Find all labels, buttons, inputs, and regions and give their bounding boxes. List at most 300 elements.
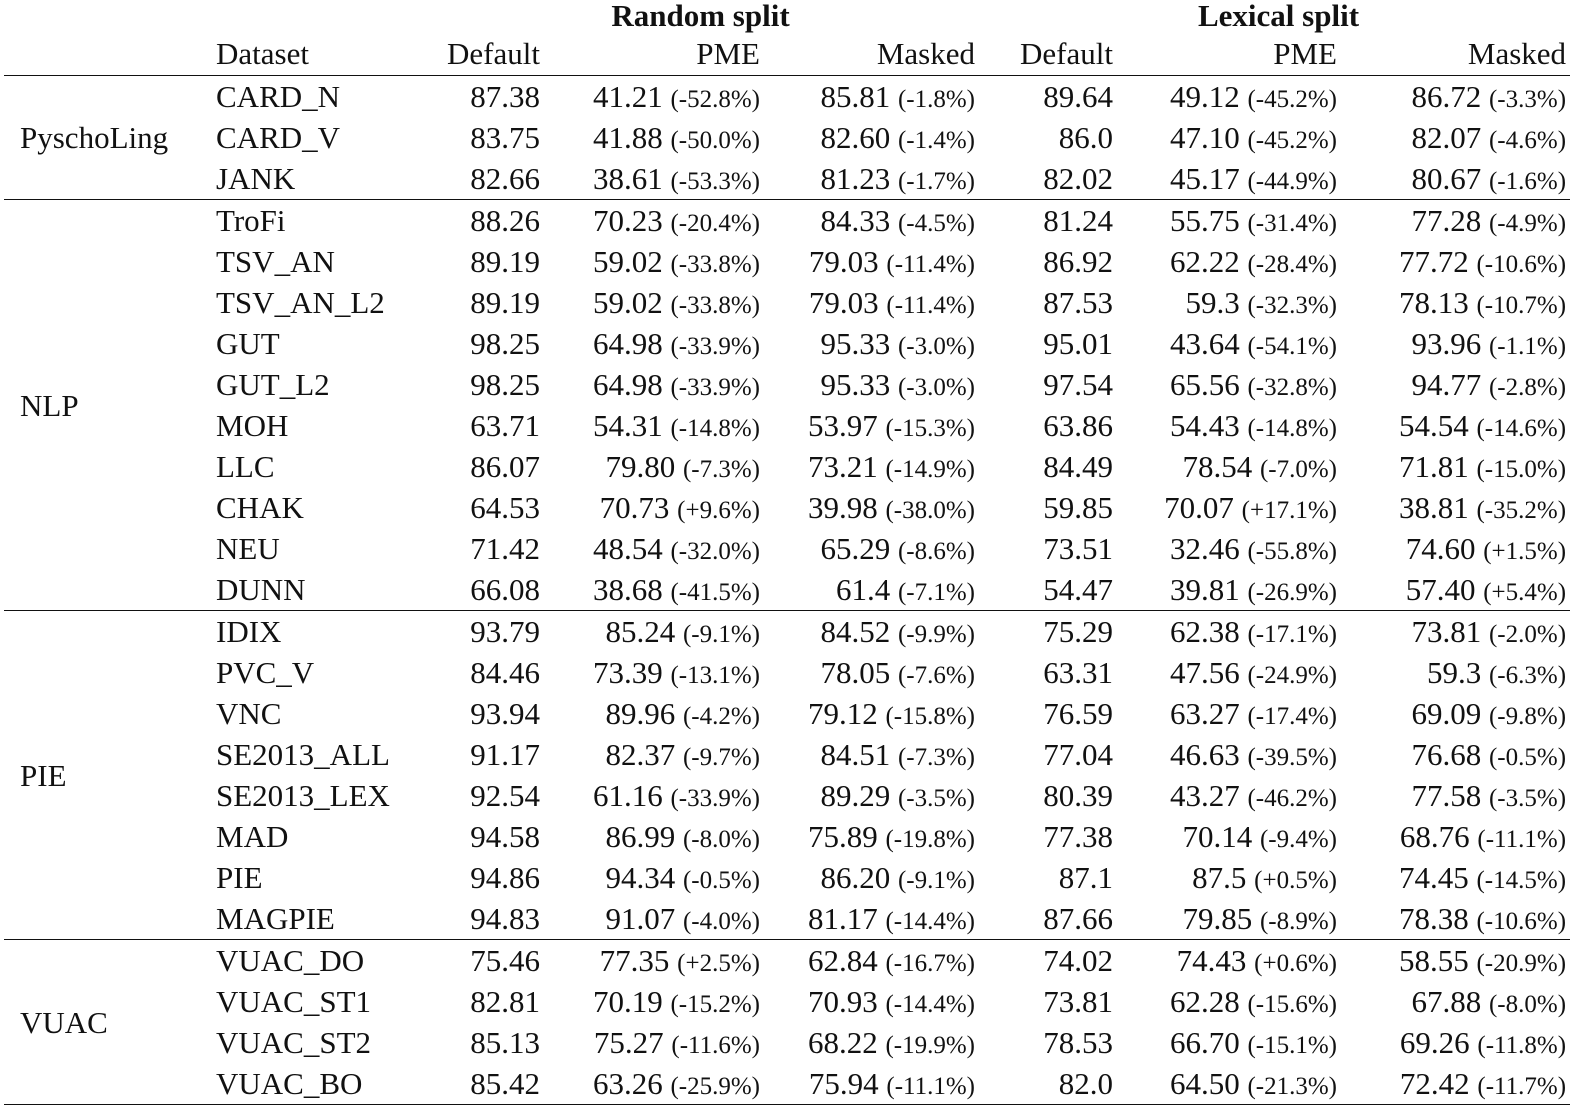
lexical-pme-cell [1117,857,1341,898]
value: 76.59 [1043,696,1113,731]
value: 89.19 [470,285,540,320]
percent-change: (-19.9%) [885,1032,975,1059]
dataset-cell: GUT [216,326,280,361]
value: 68.22 [807,1025,878,1060]
lexical-split-header: Lexical split [1198,0,1360,33]
table-row [4,405,1570,446]
random-masked-cell [764,200,979,242]
value: 86.07 [470,449,540,484]
random-masked-cell [764,816,979,857]
percent-change: (-33.9%) [670,785,760,812]
value: 54.47 [1043,572,1113,607]
value: 70.07 [1164,490,1234,525]
random-masked-cell [764,323,979,364]
group-label: VUAC [4,940,204,1105]
percent-change: (-1.8%) [897,86,975,113]
lexical-masked-cell [1341,775,1570,816]
value: 82.37 [605,737,676,772]
percent-change: (-14.8%) [1247,415,1337,442]
percent-change: (-6.3%) [1488,662,1567,689]
lexical-default-cell [979,364,1117,405]
value: 85.42 [470,1066,540,1101]
percent-change: (+2.5%) [677,950,760,977]
percent-change: (+1.5%) [1483,538,1567,565]
percent-change: (-20.4%) [670,210,760,237]
lexical-default-cell [979,446,1117,487]
value: 95.33 [820,326,891,361]
lexical-masked-cell [1341,282,1570,323]
dataset-cell: VUAC_ST1 [216,984,372,1019]
lexical-pme-cell [1117,200,1341,242]
random-default-cell [414,940,544,982]
lexical-default-cell [979,487,1117,528]
percent-change: (-8.6%) [897,538,975,565]
percent-change: (-8.0%) [1488,991,1567,1018]
percent-change: (-4.9%) [1488,210,1567,237]
empty-header-cell [4,31,204,76]
value: 85.13 [470,1025,540,1060]
value: 93.94 [470,696,540,731]
value: 86.99 [605,819,676,854]
percent-change: (-33.8%) [670,251,760,278]
table-row [4,117,1570,158]
value: 64.50 [1169,1066,1240,1101]
value: 87.38 [470,79,540,114]
lexical-default-cell [979,898,1117,940]
dataset-cell: MAGPIE [204,898,414,940]
percent-change: (-2.8%) [1488,374,1567,401]
random-pme-cell [544,76,764,118]
value: 67.88 [1411,984,1482,1019]
random-default-cell [414,734,544,775]
percent-change: (-55.8%) [1247,538,1337,565]
lexical-default-cell [979,117,1117,158]
value: 84.46 [470,655,540,690]
percent-change: (-9.4%) [1259,826,1337,853]
percent-change: (-3.3%) [1488,86,1567,113]
percent-change: (-11.8%) [1477,1032,1567,1059]
dataset-cell: VUAC_ST2 [216,1025,372,1060]
percent-change: (+0.5%) [1254,867,1337,894]
lexical-masked-cell [1341,898,1570,940]
random-default-cell [414,446,544,487]
table-row [4,241,1570,282]
value: 76.68 [1411,737,1482,772]
random-pme-header: PME [696,35,760,71]
value: 59.02 [592,285,663,320]
value: 54.54 [1398,408,1469,443]
random-pme-cell [544,940,764,982]
percent-change: (-53.3%) [670,168,760,195]
value: 91.07 [605,901,676,936]
random-pme-cell [544,117,764,158]
percent-change: (-15.0%) [1476,456,1567,483]
value: 84.33 [820,203,891,238]
value: 77.38 [1043,819,1113,854]
value: 78.38 [1398,901,1469,936]
value: 94.86 [470,860,540,895]
value: 39.81 [1169,572,1240,607]
random-masked-cell [764,158,979,200]
value: 77.04 [1043,737,1113,772]
value: 77.72 [1398,244,1469,279]
value: 89.19 [470,244,540,279]
random-pme-cell [544,1022,764,1063]
value: 82.07 [1411,120,1482,155]
value: 87.1 [1058,860,1113,895]
random-pme-cell [544,528,764,569]
value: 49.12 [1169,79,1240,114]
dataset-cell: CARD_V [216,120,341,155]
random-default-cell [414,241,544,282]
percent-change: (-14.4%) [885,908,975,935]
percent-change: (-11.6%) [671,1032,760,1059]
dataset-cell: GUT_L2 [216,367,330,402]
random-masked-cell [764,364,979,405]
lexical-default-cell [979,282,1117,323]
value: 38.61 [592,161,663,196]
lexical-pme-cell [1117,940,1341,982]
dataset-cell: IDIX [216,614,282,649]
table-row [4,282,1570,323]
table-row [4,76,1570,118]
random-default-cell [414,857,544,898]
value: 85.81 [820,79,891,114]
value: 88.26 [470,203,540,238]
value: 77.35 [599,943,670,978]
random-masked-cell [764,241,979,282]
percent-change: (-32.3%) [1247,292,1337,319]
random-masked-cell [764,117,979,158]
lexical-pme-cell [1117,775,1341,816]
random-default-cell [414,117,544,158]
random-default-cell [414,652,544,693]
percent-change: (-7.1%) [897,579,975,606]
value: 59.3 [1185,285,1240,320]
value: 72.42 [1399,1066,1470,1101]
random-pme-cell [544,446,764,487]
table-row [4,898,1570,940]
percent-change: (-9.7%) [682,744,760,771]
value: 65.56 [1169,367,1240,402]
random-masked-cell [764,76,979,118]
percent-change: (-4.0%) [682,908,760,935]
percent-change: (-15.6%) [1247,991,1337,1018]
percent-change: (-13.1%) [670,662,760,689]
percent-change: (-11.1%) [1477,826,1567,853]
lexical-pme-cell [1117,981,1341,1022]
random-pme-cell [544,364,764,405]
value: 94.83 [470,901,540,936]
percent-change: (-0.5%) [682,867,760,894]
percent-change: (-3.5%) [897,785,975,812]
percent-change: (-9.1%) [682,621,760,648]
value: 75.89 [807,819,878,854]
value: 74.02 [1043,943,1113,978]
value: 86.0 [1058,120,1113,155]
percent-change: (-33.9%) [670,374,760,401]
percent-change: (-7.0%) [1259,456,1337,483]
table-row [4,857,1570,898]
percent-change: (-9.1%) [897,867,975,894]
value: 89.64 [1043,79,1113,114]
value: 94.34 [605,860,676,895]
value: 62.38 [1169,614,1240,649]
value: 87.5 [1192,860,1247,895]
random-default-cell [414,364,544,405]
random-pme-cell [544,1063,764,1105]
value: 62.22 [1169,244,1240,279]
random-pme-cell [544,241,764,282]
table-row [4,1063,1570,1105]
random-default-cell [414,816,544,857]
lexical-pme-cell [1117,158,1341,200]
value: 66.08 [470,572,540,607]
value: 48.54 [592,531,663,566]
random-default-cell [414,282,544,323]
dataset-cell: SE2013_LEX [216,778,390,813]
lexical-masked-cell [1341,940,1570,982]
table-row [4,364,1570,405]
value: 46.63 [1169,737,1240,772]
lexical-masked-cell [1341,117,1570,158]
dataset-cell: CHAK [216,490,304,525]
value: 73.39 [592,655,663,690]
random-default-cell [414,775,544,816]
percent-change: (-50.0%) [670,127,760,154]
random-masked-cell [764,569,979,611]
table-row [4,446,1570,487]
value: 70.93 [807,984,878,1019]
group-label: PIE [4,611,204,940]
value: 57.40 [1405,572,1476,607]
value: 73.81 [1411,614,1482,649]
empty-header-cell [4,0,204,31]
percent-change: (-45.2%) [1247,127,1337,154]
table-row [4,652,1570,693]
lexical-default-cell [979,76,1117,118]
lexical-default-cell [979,1022,1117,1063]
value: 74.45 [1398,860,1469,895]
random-default-cell [414,528,544,569]
lexical-default-cell [979,693,1117,734]
percent-change: (-11.4%) [886,251,975,278]
value: 84.51 [820,737,891,772]
percent-change: (-9.9%) [897,621,975,648]
value: 80.67 [1411,161,1482,196]
random-pme-cell [544,898,764,940]
percent-change: (+17.1%) [1241,497,1337,524]
value: 64.98 [592,326,663,361]
random-default-cell [414,200,544,242]
random-pme-cell [544,569,764,611]
value: 79.80 [605,449,676,484]
value: 47.56 [1169,655,1240,690]
lexical-masked-cell [1341,611,1570,653]
dataset-cell: MAD [216,819,289,854]
random-default-cell [414,323,544,364]
table-row [4,981,1570,1022]
table-row [4,569,1570,611]
percent-change: (-52.8%) [670,86,760,113]
random-default-cell [414,611,544,653]
value: 73.21 [807,449,878,484]
value: 39.98 [807,490,878,525]
lexical-default-cell [979,1063,1117,1105]
value: 58.55 [1398,943,1469,978]
percent-change: (-14.5%) [1476,867,1567,894]
value: 87.53 [1043,285,1113,320]
value: 78.05 [820,655,891,690]
lexical-default-cell [979,981,1117,1022]
percent-change: (-21.3%) [1247,1073,1337,1100]
random-masked-cell [764,1063,979,1105]
value: 41.88 [592,120,663,155]
percent-change: (-3.0%) [897,333,975,360]
lexical-default-cell [979,652,1117,693]
value: 86.72 [1411,79,1482,114]
percent-change: (-8.0%) [682,826,760,853]
lexical-default-cell [979,158,1117,200]
value: 78.13 [1398,285,1469,320]
dataset-cell: VUAC_DO [216,943,365,978]
random-default-cell [414,693,544,734]
random-default-cell [414,569,544,611]
value: 65.29 [820,531,891,566]
column-header-row [4,31,1570,76]
percent-change: (-9.8%) [1488,703,1567,730]
value: 95.01 [1043,326,1113,361]
random-masked-cell [764,487,979,528]
table-row [4,940,1570,982]
dataset-cell: TroFi [216,203,286,238]
value: 43.27 [1169,778,1240,813]
value: 69.26 [1399,1025,1470,1060]
lexical-default-cell [979,405,1117,446]
random-masked-cell [764,1022,979,1063]
value: 54.43 [1169,408,1240,443]
lexical-pme-cell [1117,487,1341,528]
value: 85.24 [605,614,676,649]
lexical-default-cell [979,816,1117,857]
percent-change: (-33.8%) [670,292,760,319]
lexical-masked-cell [1341,569,1570,611]
percent-change: (-15.8%) [885,703,975,730]
value: 75.94 [808,1066,879,1101]
table-row [4,487,1570,528]
lexical-pme-header: PME [1273,35,1337,71]
lexical-masked-cell [1341,981,1570,1022]
percent-change: (-10.6%) [1476,251,1567,278]
value: 97.54 [1043,367,1113,402]
random-masked-cell [764,611,979,653]
percent-change: (-14.9%) [885,456,975,483]
percent-change: (-46.2%) [1247,785,1337,812]
random-default-cell [414,158,544,200]
lexical-masked-cell [1341,693,1570,734]
value: 53.97 [807,408,878,443]
value: 59.02 [592,244,663,279]
dataset-cell: TSV_AN_L2 [216,285,385,320]
value: 86.20 [820,860,891,895]
value: 61.16 [592,778,663,813]
value: 59.85 [1043,490,1113,525]
table-row [4,200,1570,242]
table-row [4,693,1570,734]
percent-change: (-2.0%) [1488,621,1567,648]
random-pme-cell [544,200,764,242]
percent-change: (-1.1%) [1488,333,1567,360]
random-default-cell [414,898,544,940]
table-row [4,323,1570,364]
value: 81.24 [1043,203,1113,238]
percent-change: (-11.1%) [886,1073,975,1100]
lexical-pme-cell [1117,652,1341,693]
percent-change: (-20.9%) [1476,950,1567,977]
value: 74.60 [1405,531,1476,566]
lexical-pme-cell [1117,734,1341,775]
value: 63.27 [1169,696,1240,731]
percent-change: (+5.4%) [1483,579,1567,606]
lexical-masked-cell [1341,200,1570,242]
random-pme-cell [544,323,764,364]
lexical-masked-cell [1341,446,1570,487]
percent-change: (-14.6%) [1476,415,1567,442]
lexical-pme-cell [1117,282,1341,323]
table-body [4,76,1570,1105]
dataset-cell: SE2013_ALL [216,737,390,772]
dataset-cell: LLC [216,449,275,484]
lexical-default-cell [979,940,1117,982]
value: 78.53 [1043,1025,1113,1060]
value: 86.92 [1043,244,1113,279]
percent-change: (+9.6%) [677,497,760,524]
lexical-masked-cell [1341,405,1570,446]
lexical-masked-cell [1341,857,1570,898]
value: 98.25 [470,367,540,402]
value: 93.79 [470,614,540,649]
percent-change: (-39.5%) [1247,744,1337,771]
random-default-cell [414,981,544,1022]
value: 41.21 [592,79,663,114]
value: 70.14 [1182,819,1253,854]
percent-change: (-14.8%) [670,415,760,442]
group-label: PyschoLing [4,76,204,200]
value: 77.28 [1411,203,1482,238]
lexical-masked-cell [1341,487,1570,528]
split-header-row [4,0,1570,31]
value: 68.76 [1399,819,1470,854]
value: 82.0 [1058,1066,1113,1101]
value: 82.81 [470,984,540,1019]
lexical-pme-cell [1117,611,1341,653]
value: 82.66 [470,161,540,196]
percent-change: (-32.8%) [1247,374,1337,401]
percent-change: (-14.4%) [885,991,975,1018]
lexical-default-cell [979,569,1117,611]
value: 93.96 [1411,326,1482,361]
value: 73.51 [1043,531,1113,566]
lexical-pme-cell [1117,405,1341,446]
percent-change: (-32.0%) [670,538,760,565]
random-pme-cell [544,816,764,857]
value: 75.29 [1043,614,1113,649]
lexical-pme-cell [1117,76,1341,118]
percent-change: (-15.3%) [885,415,975,442]
lexical-pme-cell [1117,1063,1341,1105]
percent-change: (-38.0%) [885,497,975,524]
value: 45.17 [1169,161,1240,196]
